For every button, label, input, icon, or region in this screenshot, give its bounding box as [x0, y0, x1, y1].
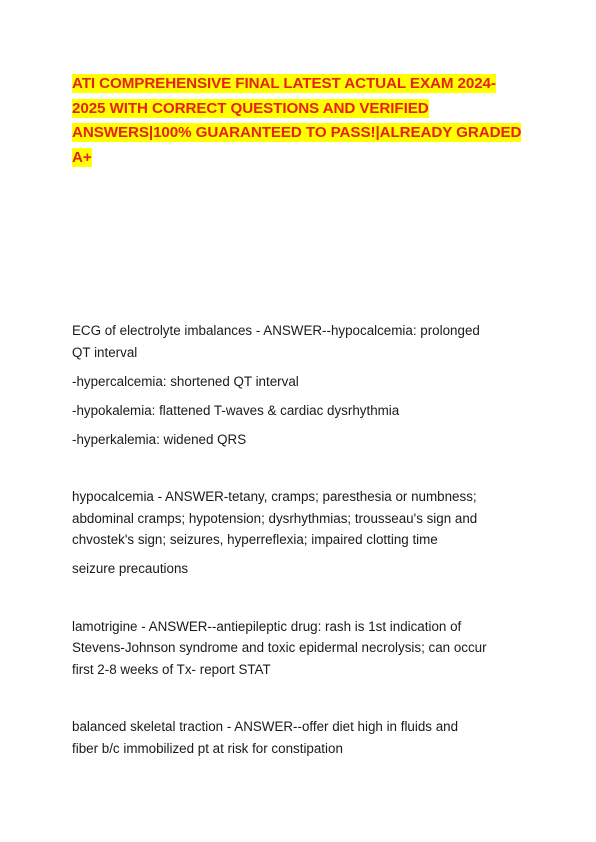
- text-line: balanced skeletal traction - ANSWER--offer diet high in fluids and: [72, 719, 459, 734]
- qa-entry-skeletal-traction: [72, 716, 532, 759]
- title-line-text: ANSWERS|100% GUARANTEED TO PASS!|ALREADY GRADED: [72, 124, 522, 141]
- text-line: lamotrigine - ANSWER--antiepileptic drug: rash is 1st indication of: [72, 618, 462, 634]
- paragraph: [72, 371, 532, 393]
- title-line: [72, 146, 524, 171]
- title-line-text: ATI COMPREHENSIVE FINAL LATEST ACTUAL EXAM 2024-: [72, 75, 496, 92]
- text-line: fiber b/c immobilized pt at risk for constipation: [72, 740, 343, 756]
- paragraph: [72, 558, 532, 580]
- text-line: Stevens-Johnson syndrome and toxic epidermal necrolysis; can occur: [72, 640, 487, 655]
- text-line: ECG of electrolyte imbalances - ANSWER--hypocalcemia: prolonged: [72, 323, 480, 338]
- paragraph: [72, 400, 532, 422]
- text-line: hypocalcemia - ANSWER-tetany, cramps; paresthesia or numbness;: [72, 489, 477, 504]
- text-line: first 2-8 weeks of Tx- report STAT: [72, 661, 271, 677]
- text-line: chvostek's sign; seizures, hyperreflexia; impaired clotting time: [72, 532, 438, 547]
- qa-entry-ecg-electrolytes: [72, 320, 532, 450]
- paragraph: [72, 716, 532, 759]
- qa-entry-hypocalcemia: [72, 486, 532, 580]
- title-line: [72, 121, 524, 146]
- paragraph: [72, 429, 532, 451]
- text-line: -hypercalcemia: shortened QT interval: [72, 373, 299, 389]
- title-line: [72, 72, 524, 97]
- title-line-text: 2025 WITH CORRECT QUESTIONS AND VERIFIED: [72, 99, 429, 117]
- document-title: [72, 72, 524, 170]
- text-line: -hypokalemia: flattened T-waves & cardiac dysrhythmia: [72, 402, 400, 418]
- title-line: [72, 97, 524, 122]
- document-body: [72, 320, 532, 759]
- paragraph: [72, 616, 532, 681]
- title-line-text: A+: [72, 148, 92, 166]
- text-line: QT interval: [72, 344, 138, 360]
- text-line: abdominal cramps; hypotension; dysrhythmias; trousseau's sign and: [72, 510, 478, 526]
- qa-entry-lamotrigine: [72, 616, 532, 681]
- paragraph: [72, 486, 532, 551]
- text-line: seizure precautions: [72, 561, 189, 576]
- paragraph: [72, 320, 532, 363]
- text-line: -hyperkalemia: widened QRS: [72, 431, 247, 447]
